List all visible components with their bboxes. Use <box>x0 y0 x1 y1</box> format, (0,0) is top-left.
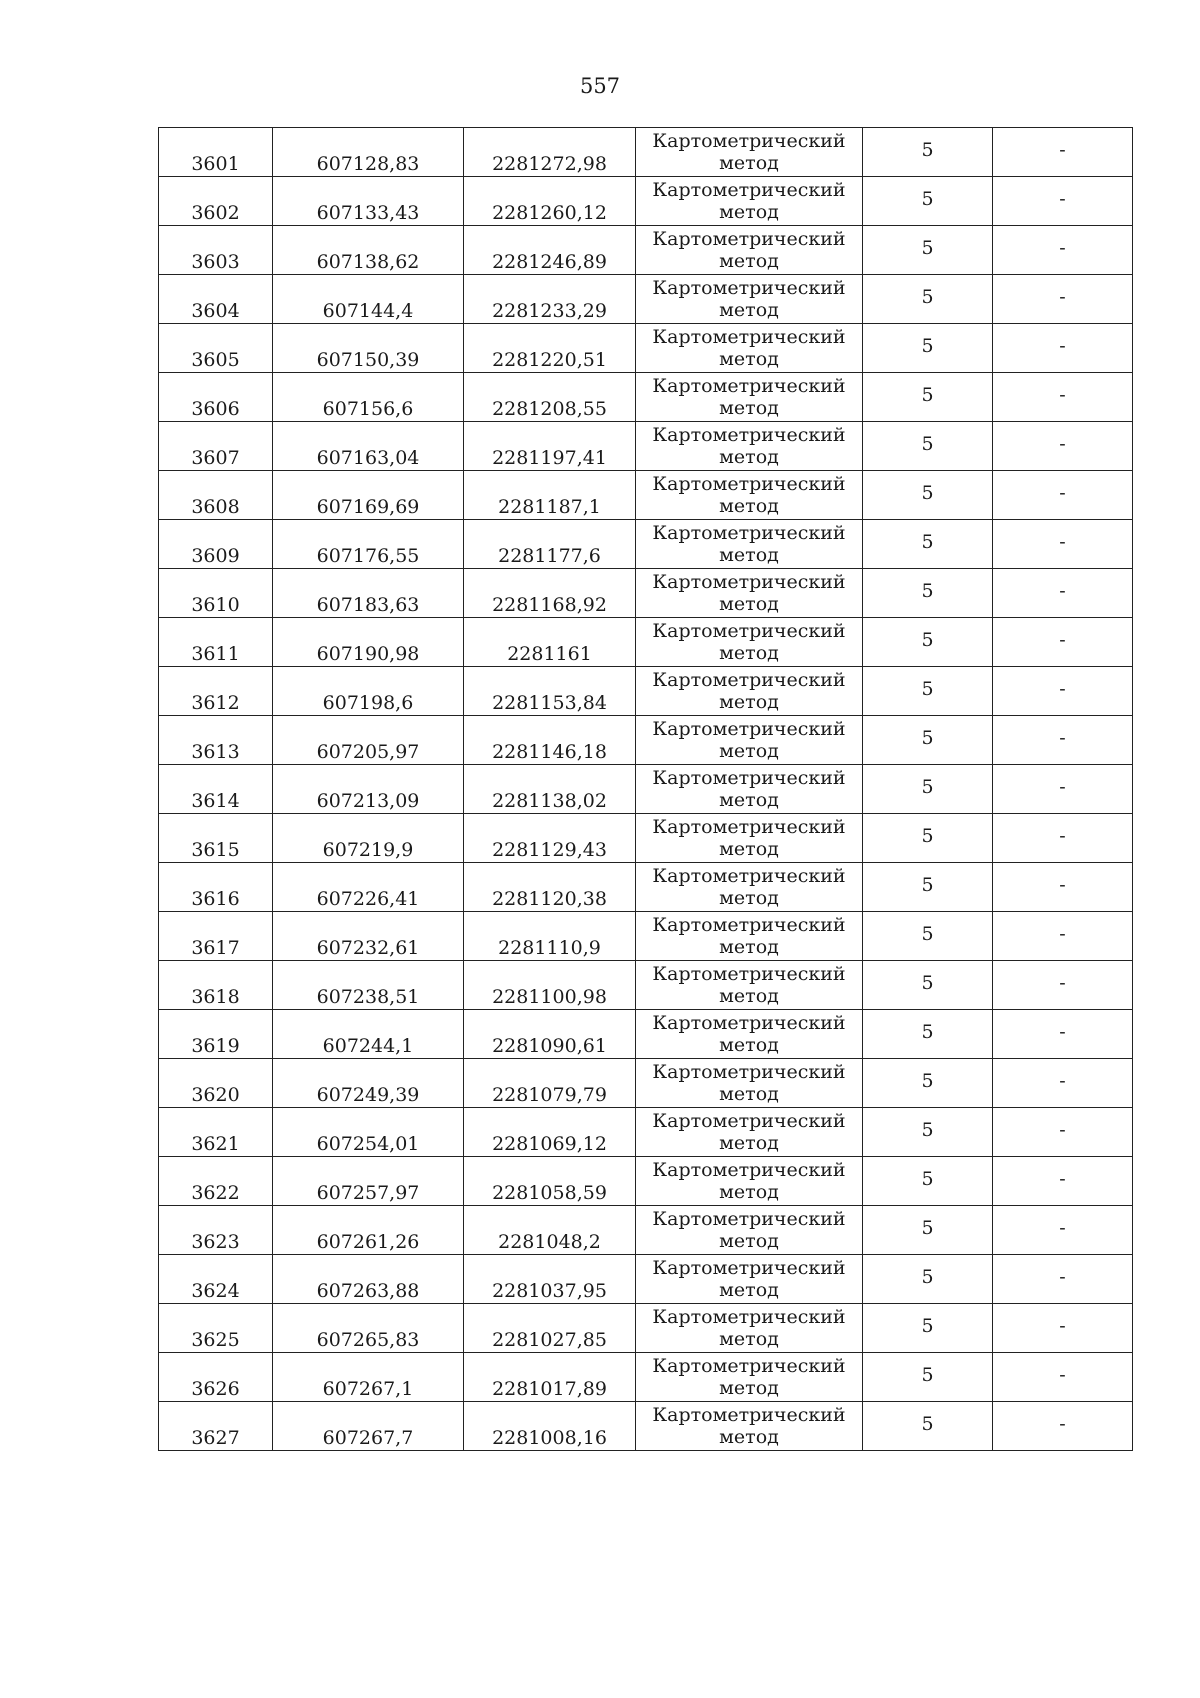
method-line-2: метод <box>719 985 779 1007</box>
method-cell <box>636 912 863 961</box>
accuracy-cell: 5 <box>863 1255 993 1304</box>
table-row <box>159 1059 1133 1108</box>
accuracy-cell: 5 <box>863 863 993 912</box>
method-line-1: Картометрический <box>652 669 846 691</box>
method-line-1: Картометрический <box>652 1061 846 1083</box>
method-line-2: метод <box>719 152 779 174</box>
method-line-2: метод <box>719 740 779 762</box>
note-cell: - <box>993 1010 1133 1059</box>
x-coordinate-cell: 607176,55 <box>273 520 464 569</box>
x-coordinate-cell: 607263,88 <box>273 1255 464 1304</box>
method-cell <box>636 324 863 373</box>
y-coordinate-cell: 2281161 <box>464 618 636 667</box>
method-cell <box>636 1010 863 1059</box>
x-coordinate-cell: 607138,62 <box>273 226 464 275</box>
method-cell <box>636 520 863 569</box>
y-coordinate-cell: 2281079,79 <box>464 1059 636 1108</box>
y-coordinate-cell: 2281027,85 <box>464 1304 636 1353</box>
accuracy-cell: 5 <box>863 1010 993 1059</box>
coordinates-table <box>158 127 1133 1451</box>
y-coordinate-cell: 2281129,43 <box>464 814 636 863</box>
accuracy-cell: 5 <box>863 373 993 422</box>
method-cell <box>636 618 863 667</box>
note-cell: - <box>993 226 1133 275</box>
x-coordinate-cell: 607198,6 <box>273 667 464 716</box>
method-line-2: метод <box>719 495 779 517</box>
method-cell <box>636 275 863 324</box>
y-coordinate-cell: 2281138,02 <box>464 765 636 814</box>
method-line-1: Картометрический <box>652 277 846 299</box>
accuracy-cell: 5 <box>863 912 993 961</box>
method-line-1: Картометрический <box>652 571 846 593</box>
accuracy-cell: 5 <box>863 324 993 373</box>
method-line-1: Картометрический <box>652 816 846 838</box>
x-coordinate-cell: 607238,51 <box>273 961 464 1010</box>
method-cell <box>636 1157 863 1206</box>
y-coordinate-cell: 2281090,61 <box>464 1010 636 1059</box>
method-line-1: Картометрический <box>652 1110 846 1132</box>
method-line-2: метод <box>719 1132 779 1154</box>
y-coordinate-cell: 2281208,55 <box>464 373 636 422</box>
point-number-cell: 3627 <box>159 1402 273 1451</box>
y-coordinate-cell: 2281187,1 <box>464 471 636 520</box>
table-body <box>159 128 1133 1451</box>
note-cell: - <box>993 1108 1133 1157</box>
y-coordinate-cell: 2281197,41 <box>464 422 636 471</box>
note-cell: - <box>993 863 1133 912</box>
method-cell <box>636 422 863 471</box>
x-coordinate-cell: 607190,98 <box>273 618 464 667</box>
point-number-cell: 3608 <box>159 471 273 520</box>
accuracy-cell: 5 <box>863 471 993 520</box>
y-coordinate-cell: 2281008,16 <box>464 1402 636 1451</box>
x-coordinate-cell: 607144,4 <box>273 275 464 324</box>
y-coordinate-cell: 2281048,2 <box>464 1206 636 1255</box>
table-row <box>159 1108 1133 1157</box>
method-line-1: Картометрический <box>652 375 846 397</box>
method-cell <box>636 471 863 520</box>
method-line-2: метод <box>719 593 779 615</box>
x-coordinate-cell: 607244,1 <box>273 1010 464 1059</box>
y-coordinate-cell: 2281146,18 <box>464 716 636 765</box>
method-line-1: Картометрический <box>652 1306 846 1328</box>
method-line-1: Картометрический <box>652 424 846 446</box>
note-cell: - <box>993 716 1133 765</box>
method-line-1: Картометрический <box>652 718 846 740</box>
accuracy-cell: 5 <box>863 177 993 226</box>
method-line-1: Картометрический <box>652 473 846 495</box>
note-cell: - <box>993 912 1133 961</box>
accuracy-cell: 5 <box>863 226 993 275</box>
y-coordinate-cell: 2281220,51 <box>464 324 636 373</box>
point-number-cell: 3617 <box>159 912 273 961</box>
point-number-cell: 3611 <box>159 618 273 667</box>
method-line-1: Картометрический <box>652 1404 846 1426</box>
note-cell: - <box>993 814 1133 863</box>
point-number-cell: 3624 <box>159 1255 273 1304</box>
accuracy-cell: 5 <box>863 961 993 1010</box>
table-row <box>159 422 1133 471</box>
method-cell <box>636 716 863 765</box>
method-cell <box>636 1206 863 1255</box>
point-number-cell: 3620 <box>159 1059 273 1108</box>
method-line-2: метод <box>719 1230 779 1252</box>
point-number-cell: 3615 <box>159 814 273 863</box>
table-row <box>159 1010 1133 1059</box>
x-coordinate-cell: 607213,09 <box>273 765 464 814</box>
method-line-2: метод <box>719 201 779 223</box>
accuracy-cell: 5 <box>863 814 993 863</box>
note-cell: - <box>993 667 1133 716</box>
point-number-cell: 3606 <box>159 373 273 422</box>
method-cell <box>636 1304 863 1353</box>
note-cell: - <box>993 1304 1133 1353</box>
x-coordinate-cell: 607232,61 <box>273 912 464 961</box>
point-number-cell: 3603 <box>159 226 273 275</box>
table-row <box>159 618 1133 667</box>
x-coordinate-cell: 607150,39 <box>273 324 464 373</box>
table-row <box>159 275 1133 324</box>
point-number-cell: 3612 <box>159 667 273 716</box>
accuracy-cell: 5 <box>863 422 993 471</box>
table-row <box>159 177 1133 226</box>
method-line-1: Картометрический <box>652 522 846 544</box>
y-coordinate-cell: 2281272,98 <box>464 128 636 177</box>
method-cell <box>636 814 863 863</box>
method-cell <box>636 128 863 177</box>
point-number-cell: 3604 <box>159 275 273 324</box>
note-cell: - <box>993 1059 1133 1108</box>
method-cell <box>636 863 863 912</box>
y-coordinate-cell: 2281177,6 <box>464 520 636 569</box>
point-number-cell: 3607 <box>159 422 273 471</box>
table-row <box>159 373 1133 422</box>
method-line-2: метод <box>719 887 779 909</box>
accuracy-cell: 5 <box>863 618 993 667</box>
method-line-2: метод <box>719 299 779 321</box>
point-number-cell: 3605 <box>159 324 273 373</box>
table-row <box>159 765 1133 814</box>
note-cell: - <box>993 324 1133 373</box>
y-coordinate-cell: 2281017,89 <box>464 1353 636 1402</box>
method-line-2: метод <box>719 1377 779 1399</box>
accuracy-cell: 5 <box>863 1059 993 1108</box>
x-coordinate-cell: 607267,7 <box>273 1402 464 1451</box>
note-cell: - <box>993 1255 1133 1304</box>
method-cell <box>636 569 863 618</box>
note-cell: - <box>993 520 1133 569</box>
method-line-1: Картометрический <box>652 1208 846 1230</box>
table-row <box>159 667 1133 716</box>
method-cell <box>636 961 863 1010</box>
table-row <box>159 1402 1133 1451</box>
table-row <box>159 324 1133 373</box>
x-coordinate-cell: 607226,41 <box>273 863 464 912</box>
x-coordinate-cell: 607169,69 <box>273 471 464 520</box>
method-line-2: метод <box>719 1328 779 1350</box>
y-coordinate-cell: 2281110,9 <box>464 912 636 961</box>
accuracy-cell: 5 <box>863 667 993 716</box>
method-cell <box>636 1402 863 1451</box>
x-coordinate-cell: 607133,43 <box>273 177 464 226</box>
note-cell: - <box>993 471 1133 520</box>
note-cell: - <box>993 1157 1133 1206</box>
method-line-2: метод <box>719 1034 779 1056</box>
page-number: 557 <box>579 74 621 98</box>
y-coordinate-cell: 2281233,29 <box>464 275 636 324</box>
method-line-2: метод <box>719 838 779 860</box>
method-line-1: Картометрический <box>652 179 846 201</box>
method-line-2: метод <box>719 1426 779 1448</box>
note-cell: - <box>993 765 1133 814</box>
table-row <box>159 1157 1133 1206</box>
point-number-cell: 3616 <box>159 863 273 912</box>
x-coordinate-cell: 607261,26 <box>273 1206 464 1255</box>
method-line-2: метод <box>719 1279 779 1301</box>
point-number-cell: 3609 <box>159 520 273 569</box>
point-number-cell: 3618 <box>159 961 273 1010</box>
accuracy-cell: 5 <box>863 128 993 177</box>
point-number-cell: 3610 <box>159 569 273 618</box>
table-row <box>159 1353 1133 1402</box>
method-line-2: метод <box>719 544 779 566</box>
method-cell <box>636 667 863 716</box>
method-line-2: метод <box>719 691 779 713</box>
point-number-cell: 3613 <box>159 716 273 765</box>
point-number-cell: 3602 <box>159 177 273 226</box>
method-cell <box>636 177 863 226</box>
x-coordinate-cell: 607254,01 <box>273 1108 464 1157</box>
method-line-1: Картометрический <box>652 1355 846 1377</box>
method-line-2: метод <box>719 348 779 370</box>
accuracy-cell: 5 <box>863 569 993 618</box>
method-line-1: Картометрический <box>652 1012 846 1034</box>
accuracy-cell: 5 <box>863 1206 993 1255</box>
table-row <box>159 569 1133 618</box>
table-row <box>159 1255 1133 1304</box>
point-number-cell: 3625 <box>159 1304 273 1353</box>
method-cell <box>636 1059 863 1108</box>
method-cell <box>636 1353 863 1402</box>
note-cell: - <box>993 373 1133 422</box>
x-coordinate-cell: 607156,6 <box>273 373 464 422</box>
x-coordinate-cell: 607267,1 <box>273 1353 464 1402</box>
x-coordinate-cell: 607265,83 <box>273 1304 464 1353</box>
accuracy-cell: 5 <box>863 1304 993 1353</box>
method-line-1: Картометрический <box>652 767 846 789</box>
method-line-1: Картометрический <box>652 228 846 250</box>
point-number-cell: 3623 <box>159 1206 273 1255</box>
method-line-2: метод <box>719 250 779 272</box>
accuracy-cell: 5 <box>863 716 993 765</box>
accuracy-cell: 5 <box>863 1402 993 1451</box>
y-coordinate-cell: 2281120,38 <box>464 863 636 912</box>
method-line-1: Картометрический <box>652 1257 846 1279</box>
table-row <box>159 961 1133 1010</box>
y-coordinate-cell: 2281058,59 <box>464 1157 636 1206</box>
point-number-cell: 3621 <box>159 1108 273 1157</box>
table-row <box>159 863 1133 912</box>
accuracy-cell: 5 <box>863 1353 993 1402</box>
method-line-2: метод <box>719 936 779 958</box>
table-row <box>159 912 1133 961</box>
y-coordinate-cell: 2281100,98 <box>464 961 636 1010</box>
point-number-cell: 3614 <box>159 765 273 814</box>
method-cell <box>636 226 863 275</box>
point-number-cell: 3626 <box>159 1353 273 1402</box>
method-line-1: Картометрический <box>652 1159 846 1181</box>
table-row <box>159 716 1133 765</box>
method-line-1: Картометрический <box>652 914 846 936</box>
x-coordinate-cell: 607219,9 <box>273 814 464 863</box>
accuracy-cell: 5 <box>863 1108 993 1157</box>
point-number-cell: 3622 <box>159 1157 273 1206</box>
y-coordinate-cell: 2281153,84 <box>464 667 636 716</box>
x-coordinate-cell: 607205,97 <box>273 716 464 765</box>
table-row <box>159 520 1133 569</box>
method-cell <box>636 1255 863 1304</box>
table-row <box>159 128 1133 177</box>
point-number-cell: 3601 <box>159 128 273 177</box>
note-cell: - <box>993 1206 1133 1255</box>
method-line-1: Картометрический <box>652 865 846 887</box>
method-line-2: метод <box>719 397 779 419</box>
table-row <box>159 1206 1133 1255</box>
x-coordinate-cell: 607163,04 <box>273 422 464 471</box>
method-line-2: метод <box>719 1181 779 1203</box>
method-line-1: Картометрический <box>652 963 846 985</box>
method-line-2: метод <box>719 789 779 811</box>
accuracy-cell: 5 <box>863 765 993 814</box>
x-coordinate-cell: 607128,83 <box>273 128 464 177</box>
y-coordinate-cell: 2281069,12 <box>464 1108 636 1157</box>
note-cell: - <box>993 961 1133 1010</box>
table-row <box>159 814 1133 863</box>
note-cell: - <box>993 128 1133 177</box>
y-coordinate-cell: 2281168,92 <box>464 569 636 618</box>
x-coordinate-cell: 607249,39 <box>273 1059 464 1108</box>
accuracy-cell: 5 <box>863 1157 993 1206</box>
note-cell: - <box>993 1402 1133 1451</box>
table-row <box>159 226 1133 275</box>
note-cell: - <box>993 275 1133 324</box>
accuracy-cell: 5 <box>863 275 993 324</box>
method-line-2: метод <box>719 1083 779 1105</box>
table-row <box>159 471 1133 520</box>
note-cell: - <box>993 569 1133 618</box>
method-line-1: Картометрический <box>652 620 846 642</box>
table-row <box>159 1304 1133 1353</box>
y-coordinate-cell: 2281260,12 <box>464 177 636 226</box>
note-cell: - <box>993 177 1133 226</box>
method-cell <box>636 373 863 422</box>
accuracy-cell: 5 <box>863 520 993 569</box>
method-line-2: метод <box>719 446 779 468</box>
y-coordinate-cell: 2281037,95 <box>464 1255 636 1304</box>
method-line-1: Картометрический <box>652 130 846 152</box>
note-cell: - <box>993 422 1133 471</box>
method-cell <box>636 1108 863 1157</box>
y-coordinate-cell: 2281246,89 <box>464 226 636 275</box>
x-coordinate-cell: 607257,97 <box>273 1157 464 1206</box>
note-cell: - <box>993 1353 1133 1402</box>
method-cell <box>636 765 863 814</box>
point-number-cell: 3619 <box>159 1010 273 1059</box>
x-coordinate-cell: 607183,63 <box>273 569 464 618</box>
method-line-1: Картометрический <box>652 326 846 348</box>
method-line-2: метод <box>719 642 779 664</box>
note-cell: - <box>993 618 1133 667</box>
